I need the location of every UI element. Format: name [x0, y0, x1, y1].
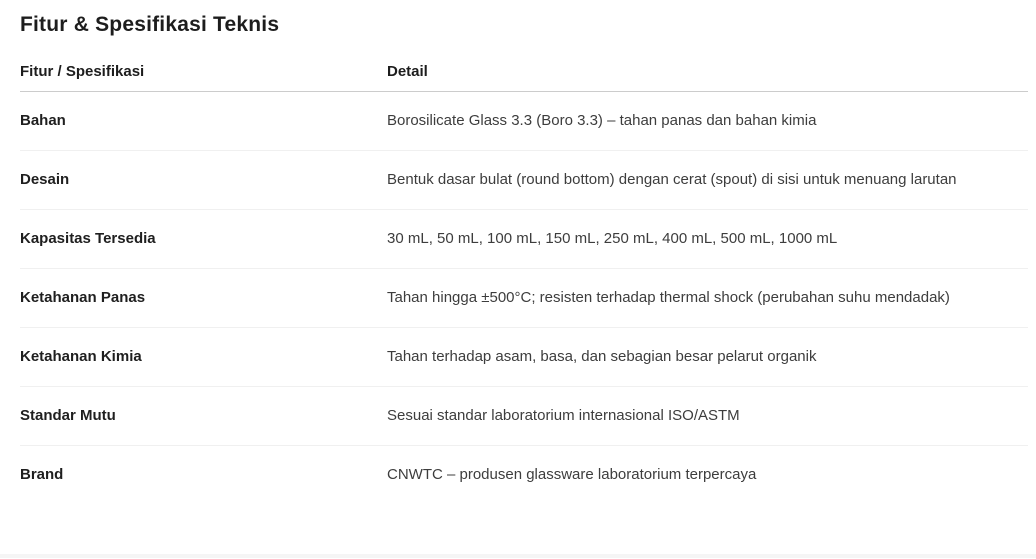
detail-cell: Tahan hingga ±500°C; resisten terhadap thermal shock (perubahan suhu mendadak): [387, 289, 950, 306]
table-row: [20, 446, 1028, 504]
feature-cell: Kapasitas Tersedia: [20, 230, 156, 247]
column-header-detail: Detail: [387, 63, 428, 80]
feature-cell: Ketahanan Panas: [20, 289, 146, 306]
table-header-row: [20, 64, 1028, 92]
table-row: [20, 328, 1028, 387]
detail-cell: Bentuk dasar bulat (round bottom) dengan cerat (spout) di sisi untuk menuang larutan: [387, 171, 957, 188]
feature-cell: Ketahanan Kimia: [20, 348, 142, 365]
feature-cell: Standar Mutu: [20, 407, 116, 424]
detail-cell: Sesuai standar laboratorium internasional ISO/ASTM: [387, 407, 740, 424]
table-row: [20, 387, 1028, 446]
table-row: [20, 210, 1028, 269]
detail-cell: Borosilicate Glass 3.3 (Boro 3.3) – tahan panas dan bahan kimia: [387, 112, 817, 129]
feature-cell: Bahan: [20, 112, 66, 129]
column-header-feature: Fitur / Spesifikasi: [20, 63, 145, 80]
table-row: [20, 92, 1028, 151]
detail-cell: Tahan terhadap asam, basa, dan sebagian besar pelarut organik: [387, 348, 817, 365]
bottom-divider: [0, 554, 1036, 558]
table-row: [20, 151, 1028, 210]
table-row: [20, 269, 1028, 328]
feature-cell: Desain: [20, 171, 70, 188]
feature-cell: Brand: [20, 466, 64, 483]
detail-cell: 30 mL, 50 mL, 100 mL, 150 mL, 250 mL, 400 mL, 500 mL, 1000 mL: [387, 230, 838, 247]
section-title: Fitur & Spesifikasi Teknis: [20, 13, 280, 36]
detail-cell: CNWTC – produsen glassware laboratorium terpercaya: [387, 466, 757, 483]
